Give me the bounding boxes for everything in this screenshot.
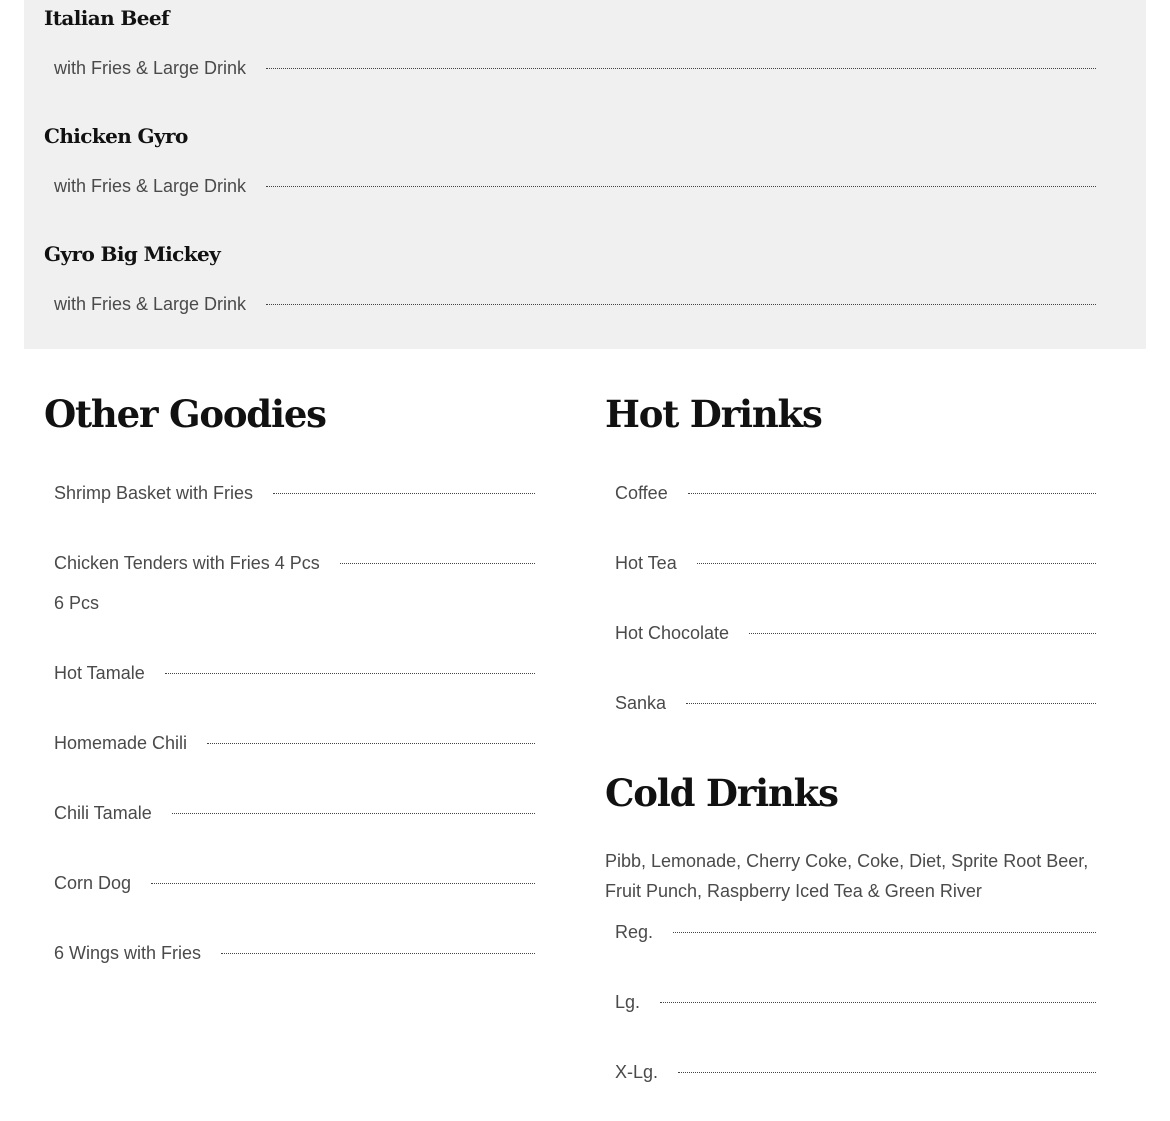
menu-item-row xyxy=(615,551,1096,575)
menu-item-row xyxy=(54,56,1096,80)
menu-item-label: Homemade Chili xyxy=(54,732,188,753)
combo-section xyxy=(24,0,1146,349)
menu-item-row xyxy=(54,551,535,575)
section-title-other-goodies: Other Goodies xyxy=(44,392,326,436)
dotted-leader xyxy=(266,68,1096,69)
menu-item-detail: with Fries & Large Drink xyxy=(54,293,247,314)
dotted-leader xyxy=(660,1002,1096,1003)
menu-item-row xyxy=(615,920,1096,944)
menu-item-row xyxy=(54,481,535,505)
dotted-leader xyxy=(221,953,535,954)
menu-item-row xyxy=(615,691,1096,715)
menu-item-title: Gyro Big Mickey xyxy=(44,242,221,266)
menu-item-row xyxy=(54,941,535,965)
menu-item-detail: with Fries & Large Drink xyxy=(54,57,247,78)
cold-drinks-description-line1: Pibb, Lemonade, Cherry Coke, Coke, Diet, Sprite Root Beer, xyxy=(605,851,1089,871)
menu-item-row xyxy=(615,1060,1096,1084)
menu-item-row xyxy=(615,990,1096,1014)
dotted-leader xyxy=(151,883,535,884)
menu-item-subrow xyxy=(54,591,535,615)
menu-item-label: Hot Chocolate xyxy=(615,622,730,643)
menu-item-row xyxy=(54,661,535,685)
dotted-leader xyxy=(165,673,535,674)
menu-item-row xyxy=(54,292,1096,316)
cold-drinks-description-line2: Fruit Punch, Raspberry Iced Tea & Green River xyxy=(605,881,982,901)
dotted-leader xyxy=(266,186,1096,187)
section-title-hot-drinks: Hot Drinks xyxy=(605,392,822,436)
dotted-leader xyxy=(273,493,535,494)
dotted-leader xyxy=(673,932,1096,933)
menu-item-label: Sanka xyxy=(615,692,667,713)
menu-item-label: 6 Wings with Fries xyxy=(54,942,202,963)
menu-item-label: Hot Tamale xyxy=(54,662,145,683)
menu-item-label: 6 Pcs xyxy=(54,592,100,613)
menu-item-row xyxy=(54,871,535,895)
menu-item-row xyxy=(54,801,535,825)
menu-item-label: Chili Tamale xyxy=(54,802,152,823)
menu-item-row xyxy=(615,621,1096,645)
dotted-leader xyxy=(172,813,535,814)
dotted-leader xyxy=(207,743,535,744)
menu-item-row xyxy=(54,731,535,755)
menu-item-label: X-Lg. xyxy=(615,1061,659,1082)
dotted-leader xyxy=(697,563,1096,564)
menu-item-row xyxy=(615,481,1096,505)
menu-item-label: Coffee xyxy=(615,482,668,503)
dotted-leader xyxy=(340,563,535,564)
menu-item-label: Lg. xyxy=(615,991,641,1012)
menu-item-row xyxy=(54,174,1096,198)
menu-item-label: Chicken Tenders with Fries 4 Pcs xyxy=(54,552,320,573)
dotted-leader xyxy=(749,633,1096,634)
menu-item-detail: with Fries & Large Drink xyxy=(54,175,247,196)
menu-item-title: Italian Beef xyxy=(44,6,169,30)
menu-item-label: Hot Tea xyxy=(615,552,677,573)
menu-item-label: Corn Dog xyxy=(54,872,132,893)
section-title-cold-drinks: Cold Drinks xyxy=(605,771,838,815)
dotted-leader xyxy=(688,493,1096,494)
menu-item-label: Shrimp Basket with Fries xyxy=(54,482,254,503)
menu-item-title: Chicken Gyro xyxy=(44,124,188,148)
menu-item-label: Reg. xyxy=(615,921,654,942)
dotted-leader xyxy=(266,304,1096,305)
dotted-leader xyxy=(678,1072,1096,1073)
dotted-leader xyxy=(686,703,1096,704)
